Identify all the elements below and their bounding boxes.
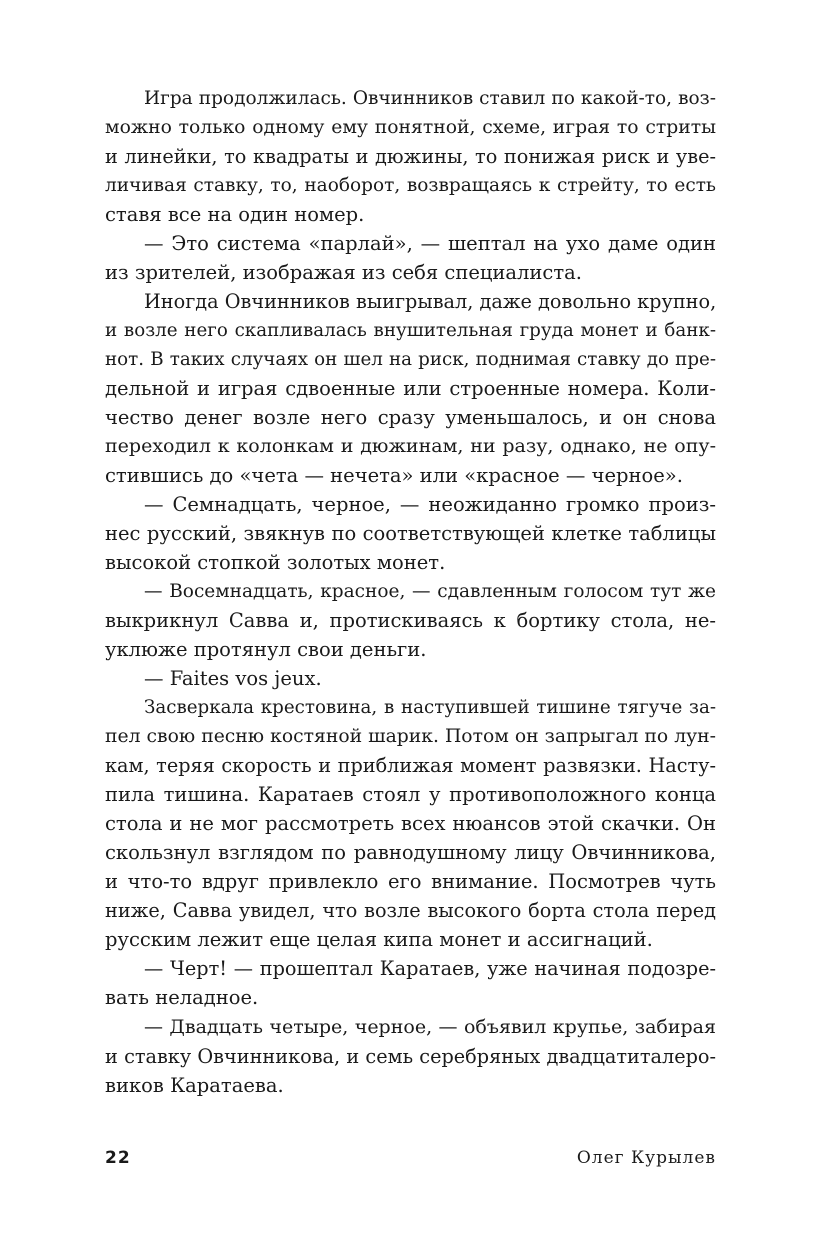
text-line: высокой стопкой золотых монет. (105, 551, 446, 575)
text-line: ниже, Савва увидел, что возле высокого борта стола перед (105, 899, 716, 923)
body-text (105, 84, 716, 1100)
text-line: ставя все на один номер. (105, 203, 365, 227)
text-line: нес русский, звякнув по соответствующей клетке таблицы (105, 522, 716, 546)
text-line: переходил к колонкам и дюжинам, ни разу, однако, не опу- (105, 435, 716, 458)
text-line: — Восемнадцать, красное, — сдавленным голосом тут же (144, 581, 716, 603)
text-line: вать неладное. (105, 986, 259, 1010)
text-line: дельной и играя сдвоенные или строенные номера. Коли- (105, 377, 716, 401)
text-line: из зрителей, изображая из себя специалиста. (105, 261, 582, 285)
text-line: русским лежит еще целая кипа монет и ассигнаций. (105, 928, 653, 952)
text-line: Иногда Овчинников выигрывал, даже довольно крупно, (144, 290, 717, 314)
text-line: можно только одному ему понятной, схеме, играя то стриты (105, 117, 716, 139)
text-line: и линейки, то квадраты и дюжины, то понижая риск и уве- (105, 145, 716, 169)
text-line: виков Каратаева. (105, 1073, 284, 1097)
text-line: Игра продолжилась. Овчинников ставил по какой-то, воз- (144, 88, 716, 109)
text-line: — Семнадцать, черное, — неожиданно громко произ- (144, 493, 716, 517)
text-line: — Двадцать четыре, черное, — объявил крупье, забирая (144, 1015, 716, 1038)
text-line: кам, теряя скорость и приближая момент развязки. Насту- (105, 754, 716, 778)
text-line: — Faites vos jeux. (144, 667, 322, 691)
text-line: стившись до «чета — нечета» или «красное — черное». (105, 464, 683, 488)
text-line: пила тишина. Каратаев стоял у противоположного конца (105, 783, 716, 807)
text-line: чество денег возле него сразу уменьшалось, и он снова (105, 406, 716, 430)
text-line: — Это система «парлай», — шептал на ухо даме один (144, 232, 716, 256)
text-line: — Черт! — прошептал Каратаев, уже начиная подозре- (144, 957, 716, 981)
running-title: Олег Курылев (576, 1148, 716, 1168)
text-line: пел свою песню костяной шарик. Потом он запрыгал по лун- (105, 726, 716, 748)
text-line: и что-то вдруг привлекло его внимание. Посмотрев чуть (105, 870, 716, 894)
text-line: стола и не мог рассмотреть всех нюансов этой скачки. Он (105, 812, 716, 836)
text-line: Засверкала крестовина, в наступившей тишине тягуче за- (144, 697, 716, 719)
text-line: скользнул взглядом по равнодушному лицу Овчинникова, (105, 841, 716, 865)
text-line: нот. В таких случаях он шел на риск, поднимая ставку до пре- (105, 349, 716, 371)
text-line: выкрикнул Савва и, протискиваясь к бортику стола, не- (105, 609, 716, 633)
text-line: личивая ставку, то, наоборот, возвращаясь к стрейту, то есть (105, 175, 716, 197)
text-line: уклюже протянул свои деньги. (105, 638, 427, 662)
text-line: и возле него скапливалась внушительная груда монет и банк- (105, 320, 716, 342)
page-number: 22 (105, 1148, 131, 1168)
text-line: и ставку Овчинникова, и семь серебряных двадцатиталеро- (105, 1044, 716, 1068)
